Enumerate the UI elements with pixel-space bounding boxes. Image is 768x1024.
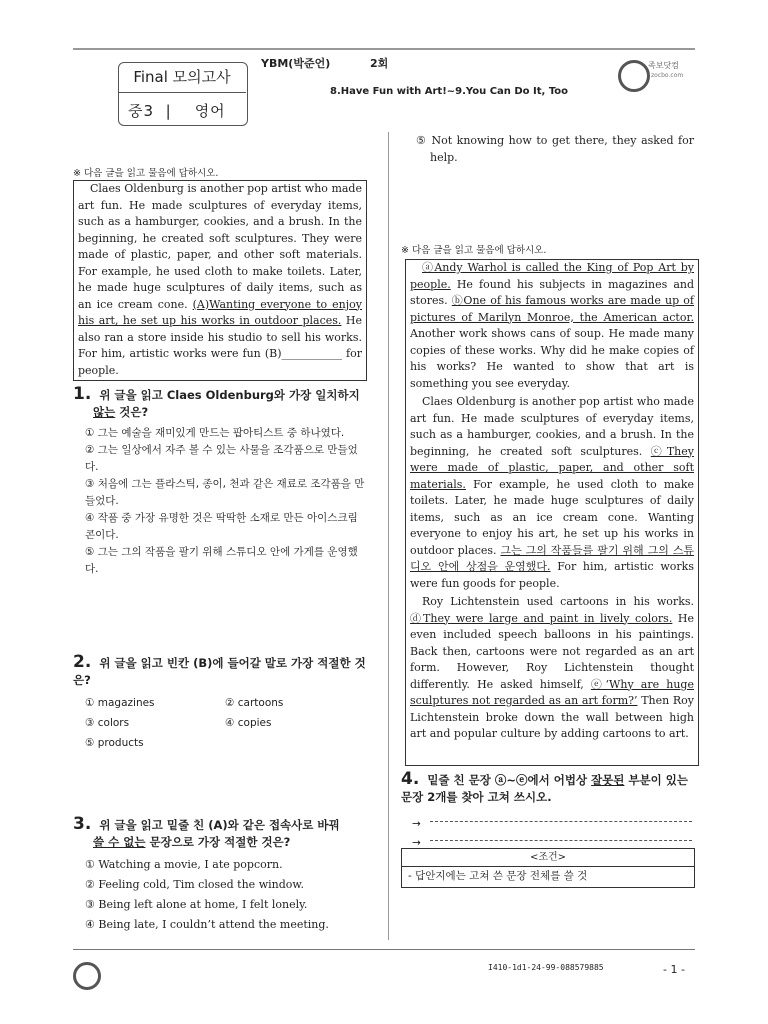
question-text: 부분이 있는 문장 2개를 찾아 고쳐 쓰시오.: [401, 773, 688, 804]
answer-line-1[interactable]: [412, 812, 694, 830]
exam-code: I410-1d1-24-99-088579885: [488, 963, 604, 972]
arrow-icon: →: [412, 837, 421, 849]
underlined-sentence-a: ⓐAndy Warhol is called the King of Pop Art by people.: [410, 261, 694, 291]
passage-text: He also ran a store inside his studio to sell his works. For him, artistic works were fun (B)___________ for people.: [78, 314, 362, 377]
footer-rule: [73, 949, 695, 950]
passage-box-right: [405, 259, 699, 766]
question-text-underlined: 잘못된: [591, 773, 625, 787]
footer-logo-icon: [73, 962, 101, 990]
underlined-sentence-a: (A)Wanting everyone to enjoy his art, he set up his works in outdoor places.: [78, 297, 362, 327]
title-box-divider: [118, 92, 246, 93]
option[interactable]: ⑤ 그는 그의 작품을 팔기 위해 스튜디오 안에 가게를 운영했다.: [85, 546, 358, 575]
underlined-korean-sentence: 그는 그의 작품들를 팔기 위해 그의 스튜디오 안에 상점을 운영했다.: [410, 543, 694, 573]
option[interactable]: ③ colors: [85, 717, 130, 729]
arrow-icon: →: [412, 818, 421, 830]
option[interactable]: ① 그는 예술을 재미있게 만드는 팝아티스트 중 하나였다.: [85, 427, 345, 439]
condition-divider: [402, 866, 694, 867]
question-1: [73, 384, 367, 578]
round-number: 2회: [370, 57, 389, 70]
question-text: 것은?: [115, 405, 149, 419]
condition-title: <조건>: [529, 852, 567, 863]
question-4: [401, 769, 695, 806]
instruction-left: ※ 다음 글을 읽고 물음에 답하시오.: [73, 168, 219, 179]
passage-text: He even included speech balloons in his paintings. Back then, cartoons were not regarded as an art form. However, Roy Lichtenstein thought differently. He asked himself,: [410, 611, 694, 691]
question-number: 4.: [401, 769, 420, 789]
header-rule: [73, 48, 695, 50]
grade-subject: 중3 | 영어: [128, 102, 226, 120]
option[interactable]: ② cartoons: [225, 697, 284, 709]
condition-item: - 답안지에는 고쳐 쓴 문장 전체를 쓸 것: [408, 870, 588, 882]
question-text: 위 글을 읽고 빈칸 (B)에 들어갈 말로 가장 적절한 것은?: [73, 656, 366, 687]
logo-text: 족보닷컴: [648, 61, 679, 70]
option[interactable]: ④ 작품 중 가장 유명한 것은 딱딱한 소재로 만든 아이스크림 콘이다.: [85, 512, 358, 541]
question-3: [73, 814, 367, 935]
column-divider: [388, 132, 389, 940]
passage-text: Then Roy Lichtenstein broke down the wall between high art and popular culture by adding cartoons to art.: [410, 694, 694, 740]
answer-blank: [430, 821, 692, 822]
passage-text: For example, he used cloth to make toilets. Later, he made huge sculptures of daily items, such as an ice cream cone. Wanting everyone to enjoy his art, he set up his works in outdoor places.: [410, 477, 694, 557]
option[interactable]: ② Feeling cold, Tim closed the window.: [85, 878, 304, 891]
question-text: 밑줄 친 문장 ⓐ~ⓔ에서 어법상: [427, 773, 592, 787]
option[interactable]: ③ 처음에 그는 플라스틱, 종이, 천과 같은 재료로 조각품을 만들었다.: [85, 478, 365, 507]
question-text: 위 글을 읽고 Claes Oldenburg와 가장 일치하지: [99, 388, 360, 402]
exam-title: Final 모의고사: [133, 68, 231, 86]
option[interactable]: ③ Being left alone at home, I felt lonely.: [85, 898, 308, 911]
publisher: YBM(박준언): [261, 57, 331, 70]
page-number: - 1 -: [663, 963, 685, 976]
passage-text: He found his subjects in magazines and stores.: [410, 277, 694, 307]
underlined-sentence-d: ⓓThey were large and paint in lively colors.: [410, 611, 673, 625]
underlined-sentence-c: ⓒThey were made of plastic, paper, and other soft materials.: [410, 444, 694, 491]
option[interactable]: ④ Being late, I couldn’t attend the meeting.: [85, 918, 329, 931]
passage-text: Another work shows cans of soup. He made many copies of these works. Why did he make copies of his works? He wanted to show that art is something you see everyday.: [410, 327, 694, 390]
answer-line-2[interactable]: [412, 831, 694, 849]
logo-icon: [618, 60, 650, 92]
answer-blank: [430, 840, 692, 841]
option[interactable]: ⑤ Not knowing how to get there, they asked for help.: [416, 134, 694, 164]
question-text: 문장으로 가장 적절한 것은?: [145, 835, 291, 849]
option[interactable]: ① Watching a movie, I ate popcorn.: [85, 858, 283, 871]
units-range: 8.Have Fun with Art!~9.You Can Do It, Too: [330, 86, 569, 97]
instruction-right: ※ 다음 글을 읽고 물음에 답하시오.: [401, 245, 547, 256]
question-text: 위 글을 읽고 밑줄 친 (A)와 같은 접속사로 바꿔: [99, 818, 340, 832]
question-text-underlined: 쓸 수 없는: [93, 835, 146, 849]
option[interactable]: ④ copies: [225, 717, 272, 729]
question-number: 3.: [73, 814, 92, 834]
logo-subtext: zocbo.com: [651, 72, 684, 79]
question-text-underlined: 않는: [93, 405, 116, 419]
passage-text: Roy Lichtenstein used cartoons in his works.: [422, 595, 694, 608]
underlined-sentence-b: ⓑOne of his famous works are made up of pictures of Marilyn Monroe, the American actor.: [410, 294, 694, 324]
option[interactable]: ② 그는 일상에서 자주 볼 수 있는 사물을 조각품으로 만들었다.: [85, 444, 358, 473]
underlined-sentence-e: ⓔ‘Why are huge sculptures not regarded as an art form?’: [410, 677, 694, 707]
passage-text: For him, artistic works were fun goods for people.: [410, 560, 694, 590]
question-number: 1.: [73, 384, 92, 404]
question-2: [73, 652, 367, 755]
passage-text: Claes Oldenburg is another pop artist who made art fun. He made sculptures of everyday items, such as a hamburger, cookies, and a brush. In the beginning, he created soft sculptures. They were made of plastic, paper, and other soft materials. For example, he used cloth to make toilets. Later, he made huge sculptures of daily items, such as an ice cream cone.: [78, 182, 362, 311]
question-number: 2.: [73, 652, 92, 672]
condition-box: [401, 848, 695, 888]
option[interactable]: ① magazines: [85, 697, 155, 709]
passage-box-left: [73, 180, 367, 381]
passage-text: Claes Oldenburg is another pop artist who made art fun. He made sculptures of everyday items, such as a hamburger, cookies, and a brush. In the beginning, he created soft sculptures.: [410, 395, 694, 458]
option[interactable]: ⑤ products: [85, 737, 144, 749]
